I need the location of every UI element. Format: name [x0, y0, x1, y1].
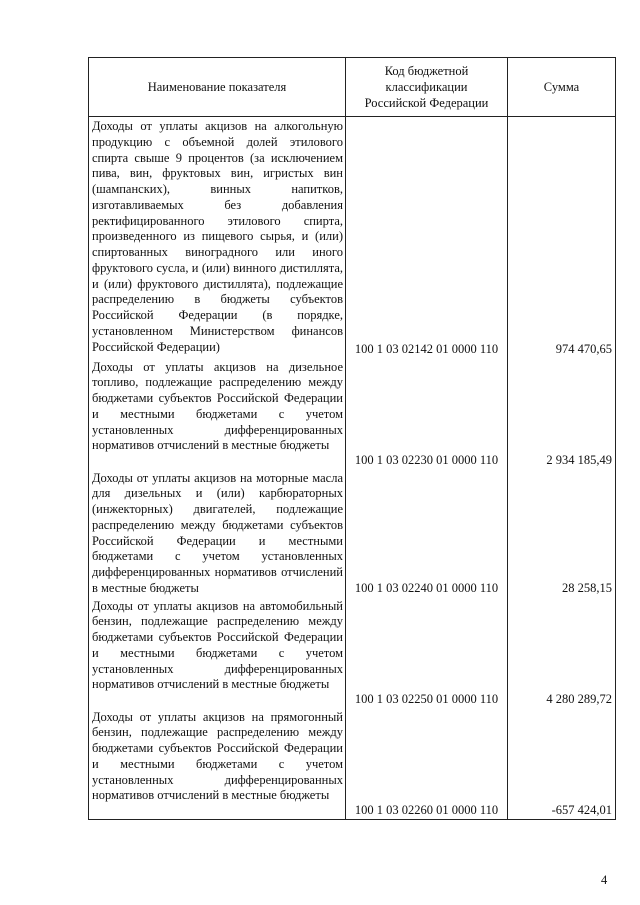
row-code: 100 1 03 02230 01 0000 110: [346, 358, 508, 469]
header-sum: Сумма: [508, 58, 616, 117]
row-name: Доходы от уплаты акцизов на алкогольную продукцию с объемной долей этилового спирта свыше 9 процентов (за исключением пива, вин, фруктовых вин, игристых вин (шампанских), винных напитков, изготавливаемых без добавления ректифицированного этилового спирта, произведенного из пищевого сырья, и (или) спиртованных виноградного или иного фруктового сусла, и (или) винного дистиллята, и (или) фруктового дистиллята), подлежащие распределению в бюджеты субъектов Российской Федерации (в порядке, установленном Министерством финансов Российской Федерации): [89, 117, 346, 358]
row-code: 100 1 03 02142 01 0000 110: [346, 117, 508, 358]
table-row: [89, 358, 616, 469]
row-sum: 2 934 185,49: [508, 358, 616, 469]
table-row: [89, 117, 616, 358]
row-name: Доходы от уплаты акцизов на автомобильный бензин, подлежащие распределению между бюджетами субъектов Российской Федерации и местными бюджетами с учетом установленных дифференцированных нормативов отчислений в местные бюджеты: [89, 597, 346, 708]
row-sum: 4 280 289,72: [508, 597, 616, 708]
row-name: Доходы от уплаты акцизов на моторные масла для дизельных и (или) карбюраторных (инжекторных) двигателей, подлежащие распределению между бюджетами субъектов Российской Федерации и местными бюджетами с учетом установленных дифференцированных нормативов отчислений в местные бюджеты: [89, 469, 346, 597]
row-sum: -657 424,01: [508, 708, 616, 820]
row-code: 100 1 03 02260 01 0000 110: [346, 708, 508, 820]
page-number: 4: [601, 873, 608, 887]
table-row: [89, 469, 616, 597]
row-code: 100 1 03 02240 01 0000 110: [346, 469, 508, 597]
table-row: [89, 597, 616, 708]
row-code: 100 1 03 02250 01 0000 110: [346, 597, 508, 708]
header-code: Код бюджетной классификации Российской Федерации: [346, 58, 508, 117]
row-sum: 28 258,15: [508, 469, 616, 597]
budget-revenue-table: [88, 57, 616, 820]
table-row: [89, 708, 616, 820]
row-sum: 974 470,65: [508, 117, 616, 358]
header-name: Наименование показателя: [89, 58, 346, 117]
table-header-row: [89, 58, 616, 117]
row-name: Доходы от уплаты акцизов на дизельное топливо, подлежащие распределению между бюджетами субъектов Российской Федерации и местными бюджетами с учетом установленных дифференцированных нормативов отчислений в местные бюджеты: [89, 358, 346, 469]
row-name: Доходы от уплаты акцизов на прямогонный бензин, подлежащие распределению между бюджетами субъектов Российской Федерации и местными бюджетами с учетом установленных дифференцированных нормативов отчислений в местные бюджеты: [89, 708, 346, 820]
